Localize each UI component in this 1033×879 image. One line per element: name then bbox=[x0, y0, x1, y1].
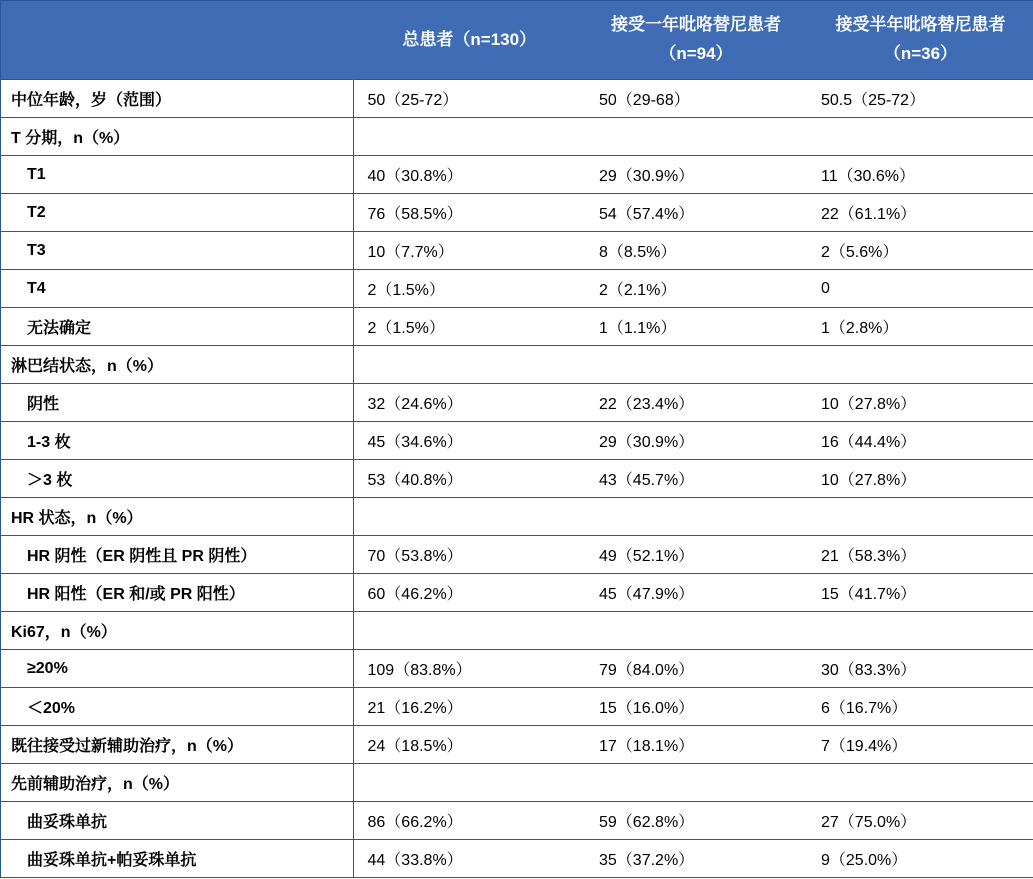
table-row bbox=[1, 156, 1033, 194]
row-value bbox=[353, 498, 585, 536]
row-value bbox=[807, 346, 1033, 384]
column-header-total-patients: 总患者（n=130） bbox=[353, 1, 585, 80]
row-value: 2（2.1%） bbox=[585, 270, 807, 308]
row-value: 50（25-72） bbox=[353, 80, 585, 118]
row-label: 中位年龄，岁（范围） bbox=[1, 80, 353, 118]
table-row bbox=[1, 802, 1033, 840]
row-label: T 分期，n（%） bbox=[1, 118, 353, 156]
row-label: T3 bbox=[1, 232, 353, 270]
row-value: 70（53.8%） bbox=[353, 536, 585, 574]
table-row bbox=[1, 498, 1033, 536]
row-value: 40（30.8%） bbox=[353, 156, 585, 194]
table-row bbox=[1, 726, 1033, 764]
table-row bbox=[1, 384, 1033, 422]
table-row bbox=[1, 460, 1033, 498]
row-value: 2（5.6%） bbox=[807, 232, 1033, 270]
row-value: 2（1.5%） bbox=[353, 270, 585, 308]
row-value: 17（18.1%） bbox=[585, 726, 807, 764]
row-label: ≥20% bbox=[1, 650, 353, 688]
row-value: 0 bbox=[807, 270, 1033, 308]
table-row bbox=[1, 80, 1033, 118]
row-value: 8（8.5%） bbox=[585, 232, 807, 270]
row-label: HR 阳性（ER 和/或 PR 阳性） bbox=[1, 574, 353, 612]
table-row bbox=[1, 194, 1033, 232]
row-value: 79（84.0%） bbox=[585, 650, 807, 688]
row-value: 24（18.5%） bbox=[353, 726, 585, 764]
row-value: 7（19.4%） bbox=[807, 726, 1033, 764]
row-label: Ki67，n（%） bbox=[1, 612, 353, 650]
table-row bbox=[1, 650, 1033, 688]
row-label: 先前辅助治疗，n（%） bbox=[1, 764, 353, 802]
table-row bbox=[1, 232, 1033, 270]
row-value: 1（1.1%） bbox=[585, 308, 807, 346]
row-value: 27（75.0%） bbox=[807, 802, 1033, 840]
row-value bbox=[585, 118, 807, 156]
row-value: 16（44.4%） bbox=[807, 422, 1033, 460]
table-row bbox=[1, 612, 1033, 650]
row-value: 9（25.0%） bbox=[807, 840, 1033, 878]
row-value: 60（46.2%） bbox=[353, 574, 585, 612]
table-row bbox=[1, 688, 1033, 726]
row-value bbox=[353, 612, 585, 650]
row-value: 2（1.5%） bbox=[353, 308, 585, 346]
row-value bbox=[585, 764, 807, 802]
row-label: 淋巴结状态，n（%） bbox=[1, 346, 353, 384]
row-value: 35（37.2%） bbox=[585, 840, 807, 878]
column-header-half-year-pyrotinib: 接受半年吡咯替尼患者（n=36） bbox=[807, 1, 1033, 80]
row-label: 阴性 bbox=[1, 384, 353, 422]
row-label: ＞3 枚 bbox=[1, 460, 353, 498]
row-value: 43（45.7%） bbox=[585, 460, 807, 498]
row-label: 既往接受过新辅助治疗，n（%） bbox=[1, 726, 353, 764]
row-value: 32（24.6%） bbox=[353, 384, 585, 422]
row-value: 21（58.3%） bbox=[807, 536, 1033, 574]
column-header-characteristic bbox=[1, 1, 353, 80]
row-value: 49（52.1%） bbox=[585, 536, 807, 574]
row-value: 29（30.9%） bbox=[585, 422, 807, 460]
row-label: T4 bbox=[1, 270, 353, 308]
table-row bbox=[1, 308, 1033, 346]
row-label: T2 bbox=[1, 194, 353, 232]
row-value: 53（40.8%） bbox=[353, 460, 585, 498]
row-value bbox=[585, 346, 807, 384]
table-row bbox=[1, 118, 1033, 156]
table-row bbox=[1, 840, 1033, 878]
row-value: 76（58.5%） bbox=[353, 194, 585, 232]
table-row bbox=[1, 574, 1033, 612]
row-value: 29（30.9%） bbox=[585, 156, 807, 194]
row-value bbox=[807, 612, 1033, 650]
row-value: 22（23.4%） bbox=[585, 384, 807, 422]
table-body bbox=[1, 80, 1033, 878]
row-label: T1 bbox=[1, 156, 353, 194]
table-row bbox=[1, 346, 1033, 384]
row-value: 50（29-68） bbox=[585, 80, 807, 118]
row-label: HR 阴性（ER 阴性且 PR 阴性） bbox=[1, 536, 353, 574]
row-value: 86（66.2%） bbox=[353, 802, 585, 840]
row-value: 45（34.6%） bbox=[353, 422, 585, 460]
patient-characteristics-table bbox=[1, 1, 1033, 877]
row-value bbox=[807, 498, 1033, 536]
row-value: 22（61.1%） bbox=[807, 194, 1033, 232]
row-value: 44（33.8%） bbox=[353, 840, 585, 878]
column-header-one-year-pyrotinib: 接受一年吡咯替尼患者（n=94） bbox=[585, 1, 807, 80]
row-value: 15（41.7%） bbox=[807, 574, 1033, 612]
row-value: 45（47.9%） bbox=[585, 574, 807, 612]
row-value bbox=[585, 498, 807, 536]
row-value: 30（83.3%） bbox=[807, 650, 1033, 688]
row-label: 曲妥珠单抗 bbox=[1, 802, 353, 840]
row-value bbox=[807, 118, 1033, 156]
row-value: 1（2.8%） bbox=[807, 308, 1033, 346]
row-label: 1-3 枚 bbox=[1, 422, 353, 460]
row-value: 10（7.7%） bbox=[353, 232, 585, 270]
row-label: 无法确定 bbox=[1, 308, 353, 346]
row-label: HR 状态，n（%） bbox=[1, 498, 353, 536]
row-value: 11（30.6%） bbox=[807, 156, 1033, 194]
row-value: 54（57.4%） bbox=[585, 194, 807, 232]
row-value bbox=[353, 764, 585, 802]
row-label: ＜20% bbox=[1, 688, 353, 726]
row-value bbox=[807, 764, 1033, 802]
row-value bbox=[353, 346, 585, 384]
table-row bbox=[1, 422, 1033, 460]
row-value: 15（16.0%） bbox=[585, 688, 807, 726]
row-value bbox=[353, 118, 585, 156]
row-value: 109（83.8%） bbox=[353, 650, 585, 688]
table-header-row bbox=[1, 1, 1033, 80]
table-header bbox=[1, 1, 1033, 80]
row-value: 10（27.8%） bbox=[807, 460, 1033, 498]
table-row bbox=[1, 764, 1033, 802]
row-value: 59（62.8%） bbox=[585, 802, 807, 840]
row-label: 曲妥珠单抗+帕妥珠单抗 bbox=[1, 840, 353, 878]
row-value bbox=[585, 612, 807, 650]
row-value: 10（27.8%） bbox=[807, 384, 1033, 422]
row-value: 50.5（25-72） bbox=[807, 80, 1033, 118]
row-value: 6（16.7%） bbox=[807, 688, 1033, 726]
table-row bbox=[1, 270, 1033, 308]
row-value: 21（16.2%） bbox=[353, 688, 585, 726]
table-row bbox=[1, 536, 1033, 574]
